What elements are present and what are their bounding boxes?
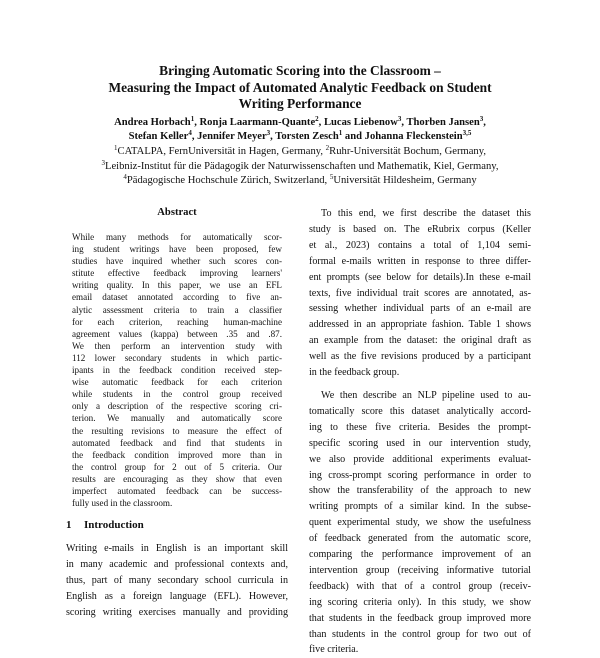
abstract-line: the control group for 2 out of 5 criteria. Our [72,461,282,472]
section-heading-introduction [66,518,144,532]
right-column [309,206,531,658]
abstract-body [72,231,282,509]
body-line: study is based on. The eRubrix corpus (Keller [309,223,531,235]
title-line: Bringing Automatic Scoring into the Classroom – [159,63,441,78]
author-name: Torsten Zesch [275,131,339,142]
body-line: ent prompts (see below for details).In these e-mail [309,271,531,283]
affiliation-text: Ruhr-Universität Bochum, Germany, [329,146,486,157]
author-name: Andrea Horbach [114,117,191,128]
body-line: scoring writing exercises manually and providing [66,606,288,618]
body-line: thus, part of many secondary school curricula in [66,574,288,586]
author-name: Ronja Laarmann-Quante [199,117,316,128]
body-line: comparing the performance improvement of an [309,549,531,561]
author-list: Andrea Horbach$^1$, Ronja Laarmann-Quante$^2$, Lucas Liebenow$^3$, Thorben Jansen$^3$, Stefan Keller$^4$, Jennifer Meyer$^3$, Torsten Zesch$^1$ and Johanna Fleckenstein$^{3,5}$ [114,115,486,142]
affiliation-list [40,145,560,189]
body-line: We then describe an NLP pipeline used to au- [321,389,531,401]
body-line: quent experimental study, we show the usefulness [309,517,531,529]
affiliation-number: 1 [114,144,118,152]
author-name: Jennifer Meyer [197,131,267,142]
abstract-line: While many methods for automatically scor- [72,232,282,242]
paragraph-gap [309,381,531,388]
author-affiliation-mark: 3 [397,115,402,123]
affiliation-number: 5 [329,173,334,181]
affiliation-number: 2 [325,144,330,152]
author-affiliation-mark: 3,5 [462,129,472,137]
abstract-line: while students in the control group received [72,389,282,400]
abstract-line: ipants in the feedback condition received step- [72,365,282,376]
body-line: in the feedback group. [309,367,400,379]
author-affiliation-mark: 1 [190,115,195,123]
abstract-line: studies have inquired whether such scores con- [72,256,282,267]
body-line: tomatically score this dataset analytically accord- [309,405,531,417]
affiliation-number: 3 [101,158,105,167]
abstract-line: results are encouraging as they show that even [72,473,282,484]
introduction-text [66,541,288,621]
abstract-line: agreement values (kappa) between .35 and .87. [72,328,282,339]
body-line: specific scoring used in our intervention study, [309,437,531,449]
section-number: 1 [66,519,72,531]
author-affiliation-mark: 2 [315,115,319,123]
body-line: writing prompts of a similar kind. In the subse- [309,501,531,513]
author-affiliation-mark: 1 [338,129,343,137]
body-line: feedback) with that of a control group (receiv- [309,580,531,592]
body-line: ing cross-prompt scoring performance in order to [309,469,531,481]
title-line: Writing Performance [238,96,362,111]
body-line: show the transferability of the approach to new [309,485,531,497]
abstract-line: ing student writings have been proposed, few [72,244,282,255]
section-title: Introduction [84,519,144,531]
abstract-line: writing quality. In this paper, we use an EFL [72,280,282,291]
body-line: we also provide additional experiments evaluat- [309,453,531,465]
affiliation-number: 4 [123,173,127,181]
body-line: et al., 2023) contains a total of 1,104 semi- [309,239,531,251]
affiliation-text: Pädagogische Hochschule Zürich, Switzerland, [126,175,330,186]
author-affiliation-mark: 4 [188,129,192,137]
body-line: that students in the feedback group improved more [309,612,531,624]
paragraph [309,206,531,381]
body-line: English as a foreign language (EFL). However, [66,590,288,602]
body-line: of feedback generated from the automatic score, [309,533,531,545]
title-line: Measuring the Impact of Automated Analytic Feedback on Student [108,79,492,95]
body-line: Writing e-mails in English is an important skill [66,543,288,554]
abstract-line: 112 lower secondary students in which partic- [72,352,282,363]
abstract-line: wise automatic feedback for each criterion [72,377,282,388]
author-affiliation-mark: 3 [266,129,271,137]
left-column [66,206,288,618]
body-line: than students in the control group for two out of [309,628,531,640]
author-affiliation-mark: 3 [479,115,484,123]
abstract-line: automated feedback and find that students in [72,437,282,448]
abstract-line: fully used in the classroom. [72,498,173,509]
abstract-line: alytic assessment criteria to train a classifier [72,304,282,315]
abstract-line: for each criterion, reaching human-machine [72,316,282,327]
abstract-line: stitute effective feedback improving learners' [72,268,282,279]
abstract-line: terion. We manually and automatically score [72,413,282,424]
body-line: texts, five individual trait scores are annotated, as- [309,287,531,299]
abstract-heading: Abstract [157,207,197,218]
body-line: formal e-mails written in response to three differ- [309,255,531,267]
author-name: Lucas Liebenow [323,117,398,128]
body-line: intervention group (receiving informative tutorial [309,564,531,576]
body-line: ing scoring criteria only). In this study, we show [309,596,531,608]
abstract-line: We then perform an intervention study with [72,340,282,351]
paper-title [40,63,560,113]
body-line: To this end, we first describe the dataset this [321,208,531,219]
body-line: sessing whether individual parts of an e-mail are [309,303,531,315]
body-line: addressed in an appropriate fashion. Table 1 shows [309,319,531,331]
abstract-line: the resulting revisions to measure the effect of [72,425,282,436]
body-line: well as the five revisions produced by a participant [309,351,531,363]
paragraph [309,388,531,658]
abstract-line: imperfect automated feedback can be success- [72,485,282,496]
author-name: Thorben Jansen [406,117,480,128]
author-name: Stefan Keller [128,131,189,142]
body-line: five criteria. [309,644,359,656]
abstract-line: only a description of the respective scoring cri- [72,401,282,412]
affiliation-text: Leibniz-Institut für die Pädagogik der Naturwissenschaften und Mathematik, Kiel, Germany, [104,160,499,172]
body-line: in many academic and professional contexts and, [66,558,288,570]
body-line: an example from the dataset: the original draft as [309,335,531,347]
author-name: Johanna Fleckenstein [364,131,463,142]
body-line: ing to these five criteria. Besides the prompt- [309,421,531,433]
affiliation-text: CATALPA, FernUniversität in Hagen, Germany, [117,146,326,157]
abstract-line: the feedback condition improved more than in [72,449,282,460]
affiliation-text: Universität Hildesheim, Germany [333,175,477,186]
abstract-line: email dataset annotated according to five an- [72,292,282,303]
